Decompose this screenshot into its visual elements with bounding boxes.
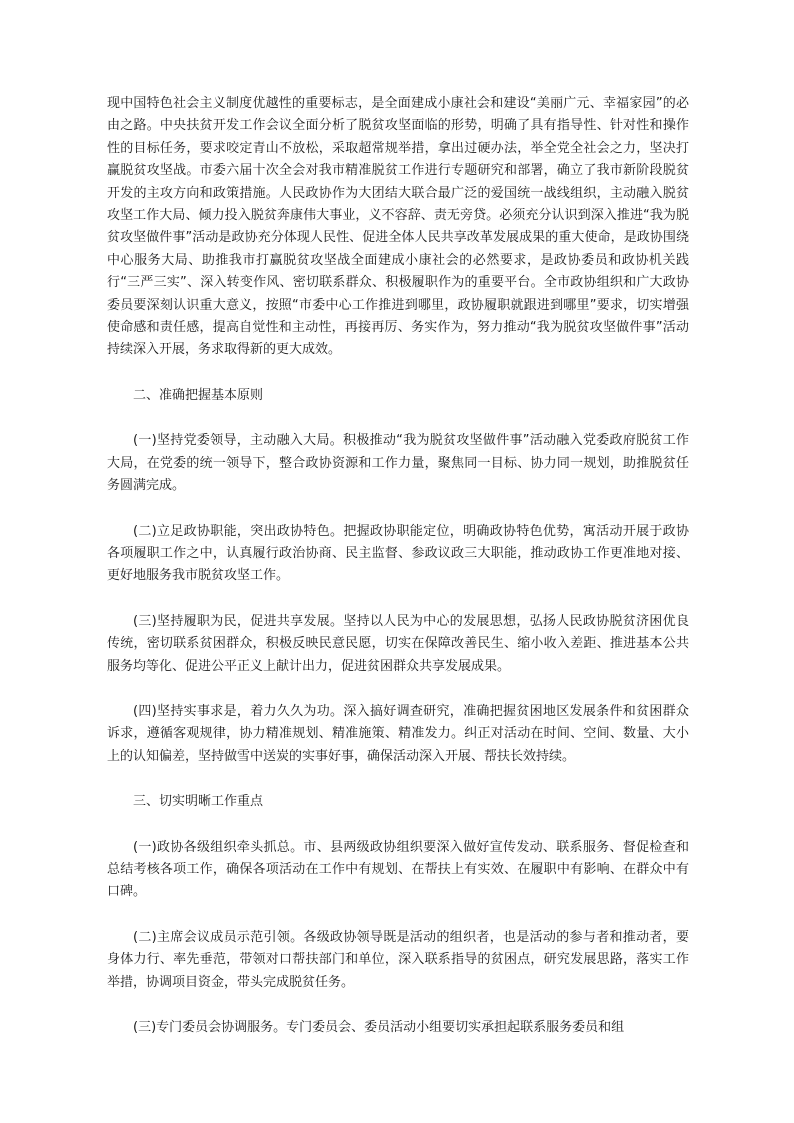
document-page (107, 93, 689, 1062)
section-2-item-2: (二)立足政协职能，突出政协特色。把握政协职能定位，明确政协特色优势，寓活动开展于政协各项履职工作之中，认真履行政治协商、民主监督、参政议政三大职能，推动政协工作更准地对接、更好地服务我市脱贫攻坚工作。 (107, 523, 689, 584)
section-3-item-3: (三)专门委员会协调服务。专门委员会、委员活动小组要切实承担起联系服务委员和组 (133, 1020, 625, 1035)
section-heading-3: 三、切实明晰工作重点 (133, 794, 264, 810)
section-heading-2: 二、准确把握基本原则 (133, 387, 264, 403)
section-2-item-4: (四)坚持实事求是，着力久久为功。深入搞好调查研究，准确把握贫困地区发展条件和贫困群众诉求，遵循客观规律，协力精准规划、精准施策、精准发力。纠正对活动在时间、空间、数量、大小上的认知偏差，坚持做雪中送炭的实事好事，确保活动深入开展、帮扶长效持续。 (107, 703, 689, 764)
intro-paragraph: 现中国特色社会主义制度优越性的重要标志，是全面建成小康社会和建设“美丽广元、幸福家园”的必由之路。中央扶贫开发工作会议全面分析了脱贫攻坚面临的形势，明确了具有指导性、针对性和操作性的目标任务，要求咬定青山不放松，采取超常规举措，拿出过硬办法，举全党全社会之力，坚决打赢脱贫攻坚战。市委六届十次全会对我市精准脱贫工作进行专题研究和部署，确立了我市新阶段脱贫开发的主攻方向和政策措施。人民政协作为大团结大联合最广泛的爱国统一战线组织，主动融入脱贫攻坚工作大局、倾力投入脱贫奔康伟大事业，义不容辞、责无旁贷。必须充分认识到深入推进“我为脱贫攻坚做件事”活动是政协充分体现人民性、促进全体人民共享改革发展成果的重大使命，是政协围绕中心服务大局、助推我市打赢脱贫攻坚战全面建成小康社会的必然要求，是政协委员和政协机关践行“三严三实”、深入转变作风、密切联系群众、积极履职作为的重要平台。全市政协组织和广大政协委员要深刻认识重大意义，按照“市委中心工作推进到哪里，政协履职就跟进到哪里”要求，切实增强使命感和责任感，提高自觉性和主动性，再接再厉、务实作为，努力推动“我为脱贫攻坚做件事”活动持续深入开展，务求取得新的更大成效。 (107, 96, 689, 358)
section-2-item-3: (三)坚持履职为民，促进共享发展。坚持以人民为中心的发展思想，弘扬人民政协脱贫济困优良传统，密切联系贫困群众，积极反映民意民愿，切实在保障改善民生、缩小收入差距、推进基本公共服务均等化、促进公平正义上献计出力，促进贫困群众共享发展成果。 (107, 613, 689, 674)
section-3-item-1: (一)政协各级组织牵头抓总。市、县两级政协组织要深入做好宣传发动、联系服务、督促检查和总结考核各项工作，确保各项活动在工作中有规划、在帮扶上有实效、在履职中有影响、在群众中有口碑。 (107, 839, 689, 900)
section-3-item-2: (二)主席会议成员示范引领。各级政协领导既是活动的组织者，也是活动的参与者和推动者，要身体力行、率先垂范，带领对口帮扶部门和单位，深入联系指导的贫困点，研究发展思路，落实工作举措，协调项目资金，带头完成脱贫任务。 (107, 929, 689, 990)
section-2-item-1: (一)坚持党委领导，主动融入大局。积极推动“我为脱贫攻坚做件事”活动融入党委政府脱贫工作大局，在党委的统一领导下，整合政协资源和工作力量，聚焦同一目标、协力同一规划，助推脱贫任务圆满完成。 (107, 433, 689, 494)
